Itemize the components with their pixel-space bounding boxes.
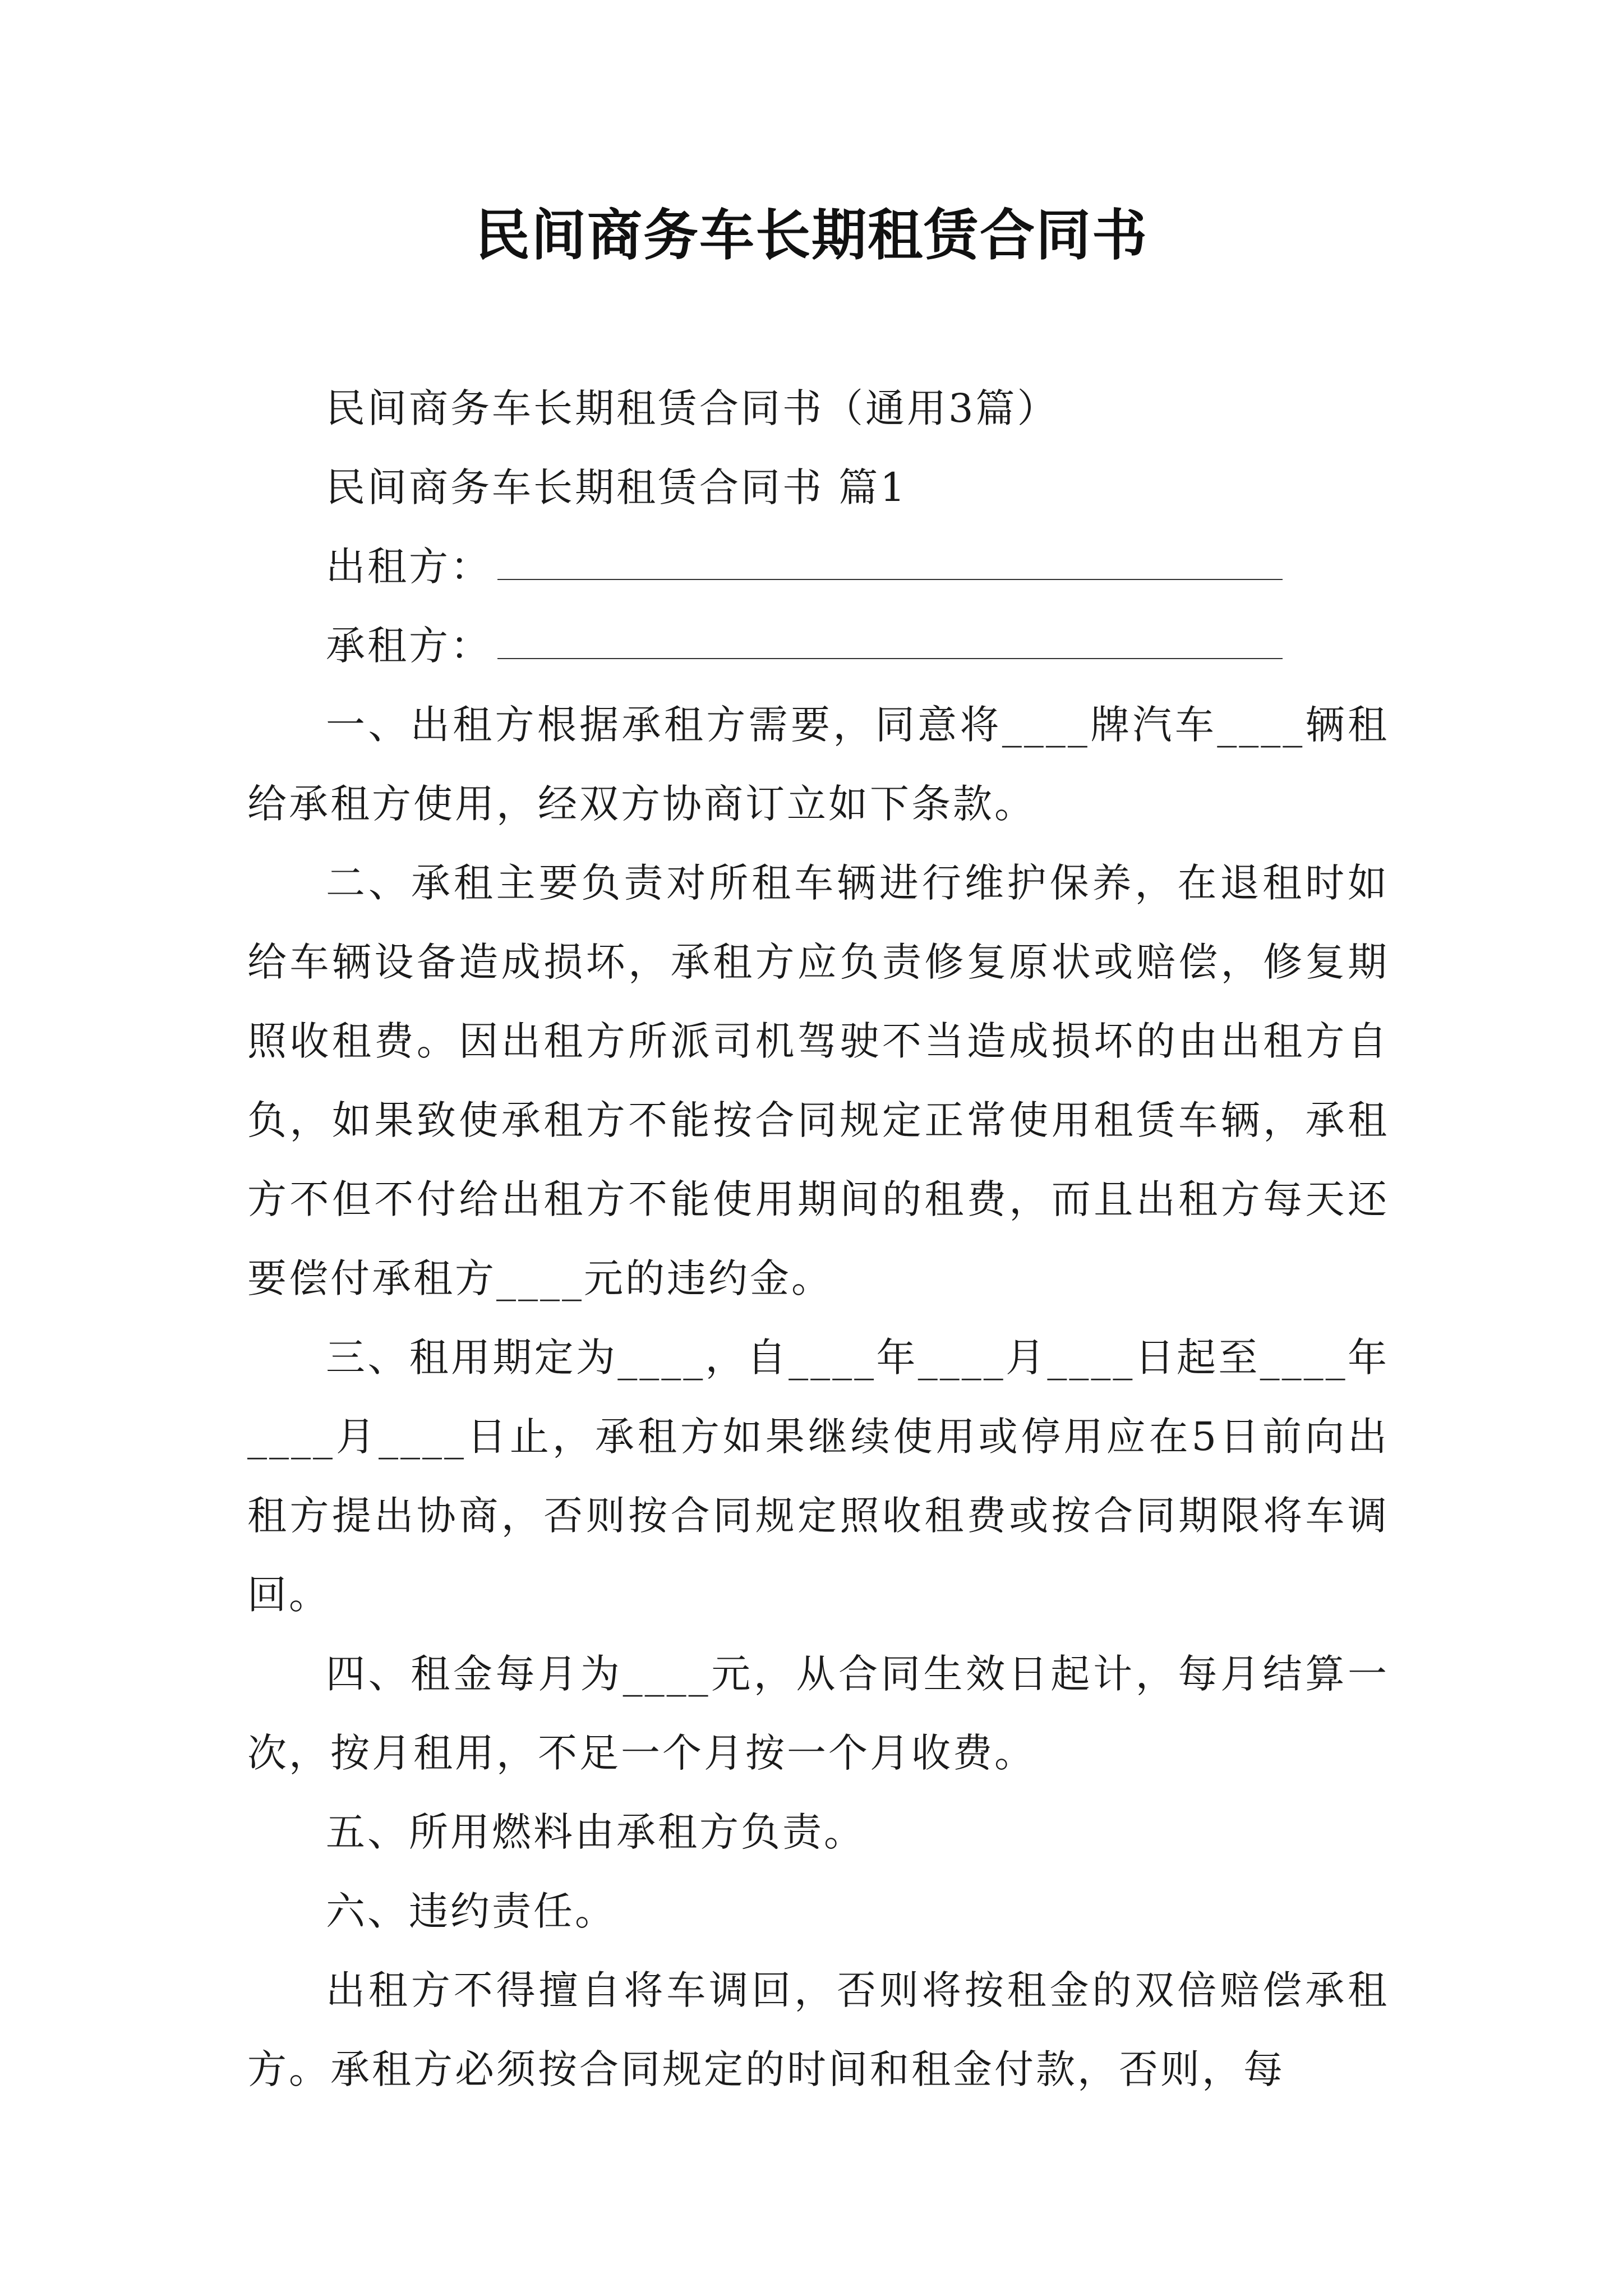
- lessor-blank: [497, 531, 1283, 580]
- document-body: [247, 369, 1389, 2109]
- document-subtitle: 民间商务车长期租赁合同书（通用3篇）: [326, 385, 1059, 431]
- document-title: 民间商务车长期租赁合同书: [474, 204, 1148, 268]
- lessee-blank: [497, 610, 1283, 659]
- lessee-field: [247, 606, 1389, 685]
- lessor-label: 出租方：: [326, 544, 492, 590]
- lessee-label: 承租方：: [326, 623, 492, 669]
- clause-6-body: 出租方不得擅自将车调回，否则将按租金的双倍赔偿承租方。承租方必须按合同规定的时间和租金付款，否则，每: [247, 1967, 1389, 2092]
- clause-3: 三、租用期定为____，自____年____月____日起至____年____月____日止，承租方如果继续使用或停用应在5日前向出租方提出协商，否则按合同规定照收租费或按合同期限将车调回。: [247, 1335, 1389, 1618]
- clause-4: 四、租金每月为____元，从合同生效日起计，每月结算一次，按月租用，不足一个月按一个月收费。: [247, 1651, 1389, 1776]
- clause-5: 五、所用燃料由承租方负责。: [326, 1809, 865, 1855]
- clause-1: 一、出租方根据承租方需要，同意将____牌汽车____辆租给承租方使用，经双方协商订立如下条款。: [247, 702, 1389, 827]
- lessor-field: [247, 527, 1389, 606]
- section-heading: 民间商务车长期租赁合同书 篇1: [326, 464, 907, 510]
- clause-6: 六、违约责任。: [326, 1888, 616, 1934]
- clause-2: 二、承租主要负责对所租车辆进行维护保养，在退租时如给车辆设备造成损坏，承租方应负责修复原状或赔偿，修复期照收租费。因出租方所派司机驾驶不当造成损坏的由出租方自负，如果致使承租方不能按合同规定正常使用租赁车辆，承租方不但不付给出租方不能使用期间的租费，而且出租方每天还要偿付承租方____元的违约金。: [247, 860, 1389, 1301]
